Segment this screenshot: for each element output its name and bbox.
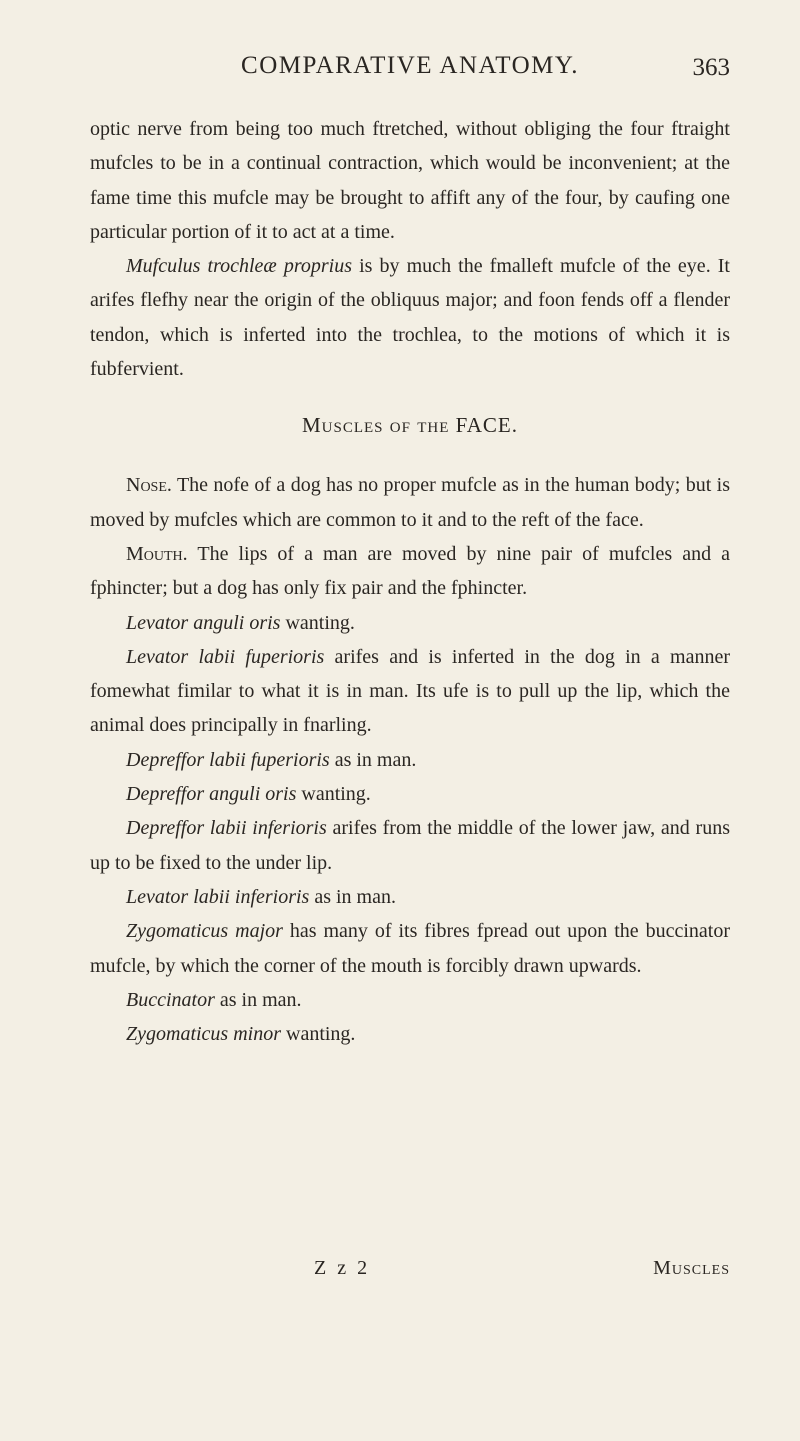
muscle-description: arifes from the middle of the lower jaw, and runs up to be fixed to the under lip. [90,817,730,874]
muscle-description: as in man. [309,885,396,908]
mouth-text: The lips of a man are moved by nine pair of mufcles and a fphincter; but a dog has only fix pair and the fphincter. [90,542,730,600]
muscle-entry [90,880,730,914]
running-title: COMPARATIVE ANATOMY. [241,52,579,79]
muscle-entry [90,811,730,880]
muscle-entry [90,640,730,743]
muscle-name: Zygomaticus major [126,920,283,943]
running-head [90,52,730,92]
muscle-entry [90,777,730,811]
muscle-description: as in man. [329,748,417,771]
muscle-description: is by much the fmalleft mufcle of the eye. It arifes flefhy near the origin of the obliquus major; and foon fends off a flender tendon, which is inferted into the trochlea, to the motions of which it is fubfervient. [90,255,730,381]
muscle-entry [90,983,730,1017]
intro-paragraph: optic nerve from being too much ftretched, without obliging the four ftraight mufcles to be in a continual contraction, which would be inconvenient; at the fame time this mufcle may be brought to affift any of the four, by caufing one particular portion of it to act at a time. [90,118,730,243]
nose-text: The nofe of a dog has no proper mufcle as in the human body; but is moved by mufcles which are common to it and to the reft of the face. [90,474,730,531]
muscle-name: Depreffor anguli oris [126,783,297,806]
muscle-description: wanting. [281,1023,356,1046]
muscle-description: arifes and is inferted in the dog in a manner fomewhat fimilar to what it is in man. Its ufe is to pull up the lip, which the animal does principally in fnarling. [90,645,730,737]
body-text [90,112,730,1051]
muscle-entry [90,1017,730,1051]
muscle-description: wanting. [280,611,355,634]
page-footer [90,1257,730,1291]
muscle-name: Levator labii inferioris [126,885,310,908]
muscle-name: Depreffor labii inferioris [126,817,327,840]
paragraph-mouth [90,537,730,606]
muscle-name: Depreffor labii fuperioris [126,748,330,771]
muscle-name: Mufculus trochleæ proprius [126,255,353,278]
muscle-entry [90,743,730,777]
muscle-name: Levator labii fuperioris [126,645,325,668]
catchword: Muscles [653,1257,730,1279]
nose-label: Nose. [126,474,172,497]
muscle-description: wanting. [296,783,371,806]
section-heading: Muscles of the FACE. [302,413,518,438]
muscle-name: Zygomaticus minor [126,1023,281,1046]
mouth-label: Mouth. [126,542,188,565]
muscle-name: Buccinator [126,988,215,1011]
muscle-description: as in man. [214,988,302,1011]
signature-mark: Z z 2 [314,1257,371,1279]
paragraph-nose [90,468,730,537]
muscle-entry [90,914,730,983]
muscle-name: Levator anguli oris [126,611,281,634]
paragraph-trochleae [90,249,730,386]
muscle-description: has many of its fibres fpread out upon the buccinator mufcle, by which the corner of the mouth is forcibly drawn upwards. [90,920,731,977]
page-number: 363 [692,54,730,81]
muscle-entry [90,606,730,640]
